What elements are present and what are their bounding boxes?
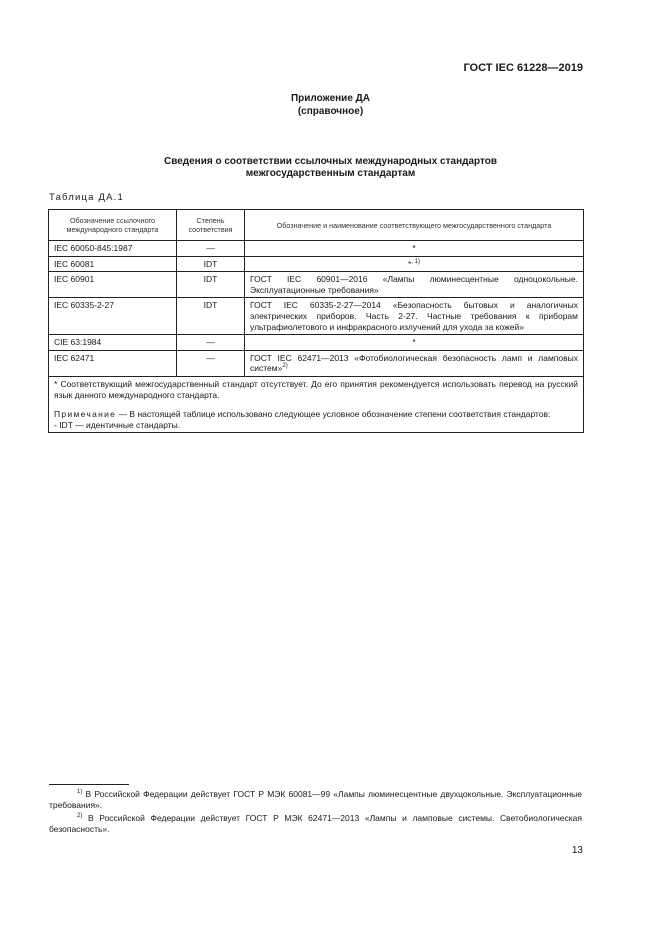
cell-degree: IDT: [177, 272, 245, 298]
appendix-title: Приложение ДА: [290, 93, 371, 104]
table-row: [49, 298, 584, 335]
table-notes-row: [49, 376, 584, 432]
footnote-mark: 2): [77, 813, 83, 820]
national-text: ГОСТ IEC 62471—2013 «Фотобиологическая безопасность ламп и ламповых систем»: [250, 352, 578, 374]
footnote-separator: [49, 784, 129, 785]
cell-national: [245, 350, 584, 376]
table-row: [49, 350, 584, 376]
table-header-row: [49, 210, 584, 241]
table-notes: [49, 376, 584, 432]
table-row: [49, 256, 584, 272]
section-title-line2: межгосударственным стандартам: [245, 168, 416, 179]
cell-degree: IDT: [177, 256, 245, 272]
cell-degree: IDT: [177, 298, 245, 335]
footnote-1: [49, 789, 582, 811]
cell-national: ГОСТ IEC 60335-2-27—2014 «Безопасность бытовых и аналогичных электрических приборов. Часть 2-27. Частные требования к приборам ультрафиолетового и инфракрасного излучений для ухода за кожей»: [245, 298, 584, 335]
section-title-line1: Сведения о соответствии ссылочных международных стандартов: [163, 156, 498, 167]
correspondence-table: [48, 209, 584, 433]
table-caption: Таблица ДА.1: [49, 192, 124, 203]
note-text: — В настоящей таблице использовано следующее условное обозначение степени соответствия стандартов:: [116, 409, 551, 420]
cell-intl: CIE 63:1984: [49, 335, 177, 351]
section-title: [0, 156, 661, 180]
cell-intl: IEC 62471: [49, 350, 177, 376]
idt-definition: - IDT — идентичные стандарты.: [54, 419, 181, 430]
cell-national: *: [245, 335, 584, 351]
cell-intl: IEC 60081: [49, 256, 177, 272]
national-text: *: [408, 258, 412, 269]
table-row: [49, 272, 584, 298]
header-intl-standard: Обозначение ссылочного международного стандарта: [49, 210, 177, 241]
national-text: *: [412, 243, 416, 253]
appendix-subtitle: (справочное): [297, 106, 364, 117]
cell-national: [245, 241, 584, 257]
footnote-text: В Российской Федерации действует ГОСТ Р МЭК 60081—99 «Лампы люминесцентные двухцокольные. Эксплуатационные требования».: [49, 789, 582, 810]
footnote-ref: , 1): [411, 258, 420, 265]
cell-national: [245, 256, 584, 272]
cell-intl: IEC 60050-845:1987: [49, 241, 177, 257]
page-number: 13: [571, 845, 583, 856]
footnote-mark: 1): [77, 789, 83, 796]
footnote-ref: 2): [282, 363, 288, 370]
cell-degree: —: [177, 241, 245, 257]
footnote-2: [49, 813, 582, 835]
table-row: [49, 241, 584, 257]
note-paragraph: [54, 409, 578, 420]
document-id: ГОСТ IEC 61228—2019: [463, 62, 583, 74]
table-row: [49, 335, 584, 351]
cell-degree: —: [177, 350, 245, 376]
footnote-text: В Российской Федерации действует ГОСТ Р МЭК 62471—2013 «Лампы и ламповые системы. Светобиологическая безопасность».: [49, 813, 582, 834]
note-label: Примечание: [54, 409, 117, 420]
cell-intl: IEC 60901: [49, 272, 177, 298]
cell-intl: IEC 60335-2-27: [49, 298, 177, 335]
cell-national: ГОСТ IEC 60901—2016 «Лампы люминесцентные одноцокольные. Эксплуатационные требования»: [245, 272, 584, 298]
header-national-standard: Обозначение и наименование соответствующего межгосударственного стандарта: [245, 210, 584, 241]
asterisk-note: * Соответствующий межгосударственный стандарт отсутствует. До его принятия рекомендуется использовать перевод на русский язык данного международного стандарта.: [54, 378, 578, 400]
cell-degree: —: [177, 335, 245, 351]
header-degree: Степень соответствия: [177, 210, 245, 241]
